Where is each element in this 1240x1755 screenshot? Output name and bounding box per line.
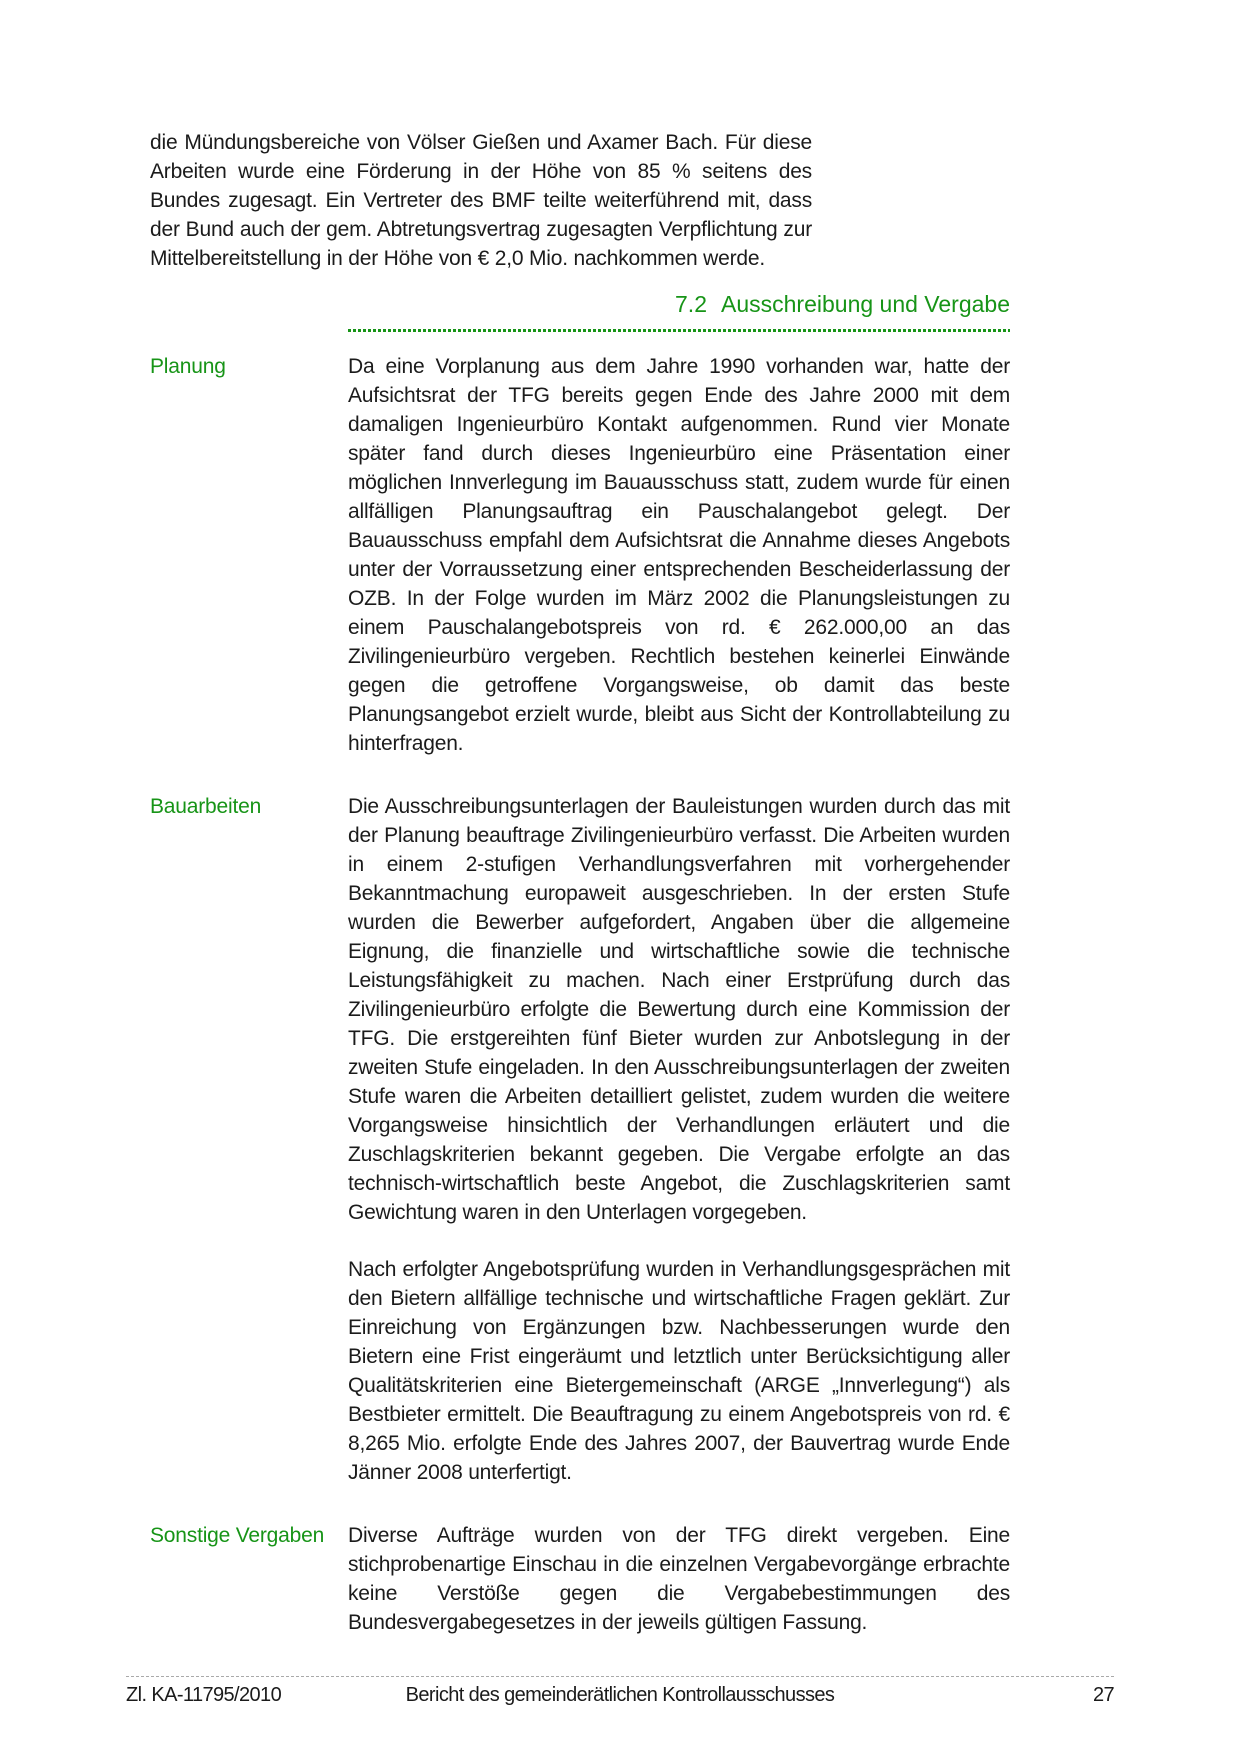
section-text [348,1521,1010,1637]
heading-dotted-rule [348,329,1010,332]
paragraph: Da eine Vorplanung aus dem Jahre 1990 vorhanden war, hatte der Aufsichtsrat der TFG bereits gegen Ende des Jahre 2000 mit dem damaligen Ingenieurbüro Kontakt aufgenommen. Rund vier Monate später fand durch dieses Ingenieurbüro eine Präsentation einer möglichen Innverlegung im Bauausschuss statt, zudem wurde für einen allfälligen Planungsauftrag ein Pauschalangebot gelegt. Der Bauausschuss empfahl dem Aufsichtsrat die Annahme dieses Angebots unter der Vorraussetzung einer entsprechenden Bescheiderlassung der OZB. In der Folge wurden im März 2002 die Planungsleistungen zu einem Pauschalangebotspreis von rd. € 262.000,00 an das Zivilingenieurbüro vergeben. Rechtlich bestehen keinerlei Einwände gegen die getroffene Vorgangsweise, ob damit das beste Planungsangebot erzielt wurde, bleibt aus Sicht der Kontrollabteilung zu hinterfragen. [348,355,1010,755]
section-text [348,352,1010,758]
margin-label-planung: Planung [150,355,226,378]
section-heading-title: Ausschreibung und Vergabe [721,291,1010,317]
section-sonstige-vergaben [150,1521,1010,1637]
paragraph: Nach erfolgter Angebotsprüfung wurden in Verhandlungsgesprächen mit den Bietern allfällige technische und wirtschaftliche Fragen geklärt. Zur Einreichung von Ergänzungen bzw. Nachbesserungen wurde den Bietern eine Frist eingeräumt und letztlich unter Berücksichtigung aller Qualitätskriterien eine Bietergemeinschaft (ARGE „Innverlegung“) als Bestbieter ermittelt. Die Beauftragung zu einem Angebotspreis von rd. € 8,265 Mio. erfolgte Ende des Jahres 2007, der Bauvertrag wurde Ende Jänner 2008 unterfertigt. [348,1258,1010,1484]
paragraph: Diverse Aufträge wurden von der TFG direkt vergeben. Eine stichprobenartige Einschau in die einzelnen Vergabevorgänge erbrachte keine Verstöße gegen die Vergabebestimmungen des Bundesvergabegesetzes in der jeweils gültigen Fassung. [348,1524,1010,1634]
section-heading [348,290,1010,318]
section-heading-number: 7.2 [675,291,707,317]
section-bauarbeiten [150,792,1010,1487]
footer-page-number: 27 [1092,1684,1114,1706]
section-planung [150,352,1010,758]
margin-label-sonstige-vergaben: Sonstige Vergaben [150,1524,325,1547]
page-footer [126,1676,1114,1707]
section-text [348,792,1010,1487]
document-body [150,128,1010,1637]
footer-reference-number: Zl. KA-11795/2010 [126,1684,282,1706]
margin-label-bauarbeiten: Bauarbeiten [150,795,262,818]
footer-report-title: Bericht des gemeinderätlichen Kontrollausschusses [405,1684,835,1706]
intro-paragraph: die Mündungsbereiche von Völser Gießen und Axamer Bach. Für diese Arbeiten wurde eine Förderung in der Höhe von 85 % seitens des Bundes zugesagt. Ein Vertreter des BMF teilte weiterführend mit, dass der Bund auch der gem. Abtretungsvertrag zugesagten Verpflichtung zur Mittelbereitstellung in der Höhe von € 2,0 Mio. nachkommen werde. [150,131,812,270]
paragraph: Die Ausschreibungsunterlagen der Bauleistungen wurden durch das mit der Planung beauftrage Zivilingenieurbüro verfasst. Die Arbeiten wurden in einem 2-stufigen Verhandlungsverfahren mit vorhergehender Bekanntmachung europaweit ausgeschrieben. In der ersten Stufe wurden die Bewerber aufgefordert, Angaben über die allgemeine Eignung, die finanzielle und wirtschaftliche sowie die technische Leistungsfähigkeit zu machen. Nach einer Erstprüfung durch das Zivilingenieurbüro erfolgte die Bewertung durch eine Kommission der TFG. Die erstgereihten fünf Bieter wurden zur Anbotslegung in der zweiten Stufe eingeladen. In den Ausschreibungsunterlagen der zweiten Stufe waren die Arbeiten detailliert gelistet, zudem wurden die weitere Vorgangsweise hinsichtlich der Verhandlungen erläutert und die Zuschlagskriterien bekannt gegeben. Die Vergabe erfolgte an das technisch-wirtschaftlich beste Angebot, die Zuschlagskriterien samt Gewichtung waren in den Unterlagen vorgegeben. [348,795,1010,1224]
